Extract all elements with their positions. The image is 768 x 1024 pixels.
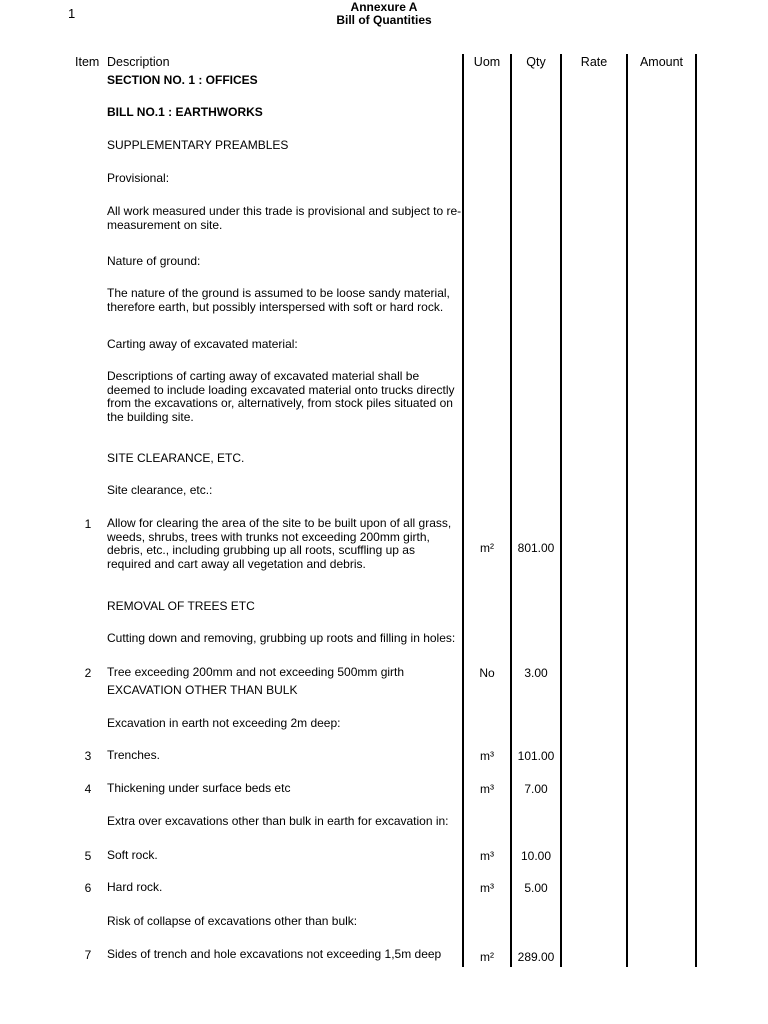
col-header-uom: Uom — [473, 55, 501, 69]
row-item-number: 1 — [84, 517, 92, 531]
document-title: Bill of Quantities — [336, 13, 432, 27]
row-qty: 3.00 — [524, 666, 548, 680]
row-uom: m³ — [480, 782, 494, 796]
annexure-heading: Annexure A — [350, 0, 418, 14]
row-item-number: 7 — [84, 948, 92, 962]
col-header-qty: Qty — [526, 55, 546, 69]
row-description: Trenches. — [107, 749, 160, 762]
row-description: Excavation in earth not exceeding 2m deep: — [107, 717, 341, 730]
row-qty: 801.00 — [517, 541, 555, 555]
row-description: Hard rock. — [107, 881, 163, 894]
row-qty: 7.00 — [524, 782, 548, 796]
row-item-number: 3 — [84, 749, 92, 763]
row-qty: 101.00 — [517, 749, 555, 763]
col-header-rate: Rate — [580, 55, 608, 69]
row-description: Site clearance, etc.: — [107, 484, 213, 497]
row-description: Sides of trench and hole excavations not exceeding 1,5m deep — [107, 948, 442, 961]
row-description: Tree exceeding 200mm and not exceeding 500mm girth — [107, 666, 405, 679]
page-number: 1 — [68, 6, 76, 21]
col-header-description: Description — [107, 55, 170, 69]
column-divider — [462, 54, 464, 967]
column-divider — [626, 54, 628, 967]
row-description: Thickening under surface beds etc — [107, 782, 291, 795]
row-description: SUPPLEMENTARY PREAMBLES — [107, 139, 289, 152]
row-description: Risk of collapse of excavations other than bulk: — [107, 915, 358, 928]
row-qty: 5.00 — [524, 881, 548, 895]
row-uom: m³ — [480, 849, 494, 863]
row-uom: m³ — [480, 881, 494, 895]
row-description: Nature of ground: — [107, 255, 201, 268]
col-header-item: Item — [75, 55, 100, 69]
row-qty: 10.00 — [520, 849, 552, 863]
row-item-number: 5 — [84, 849, 92, 863]
row-description: Soft rock. — [107, 849, 158, 862]
row-description: REMOVAL OF TREES ETC — [107, 600, 255, 613]
column-divider — [560, 54, 562, 967]
column-divider — [510, 54, 512, 967]
row-uom: m² — [480, 541, 494, 555]
row-description: All work measured under this trade is provisional and subject to re-measurement on site. — [107, 205, 462, 232]
row-description: Descriptions of carting away of excavated material shall be deemed to include loading excavated material onto trucks directly from the excavations or, alternatively, from stock piles situated on the building site. — [107, 370, 455, 424]
row-description: Allow for clearing the area of the site to be built upon of all grass, weeds, shrubs, trees with trunks not exceeding 200mm girth, debris, etc., including grubbing up all roots, scuffling up as required and cart away all vegetation and debris. — [107, 517, 452, 571]
row-description: The nature of the ground is assumed to be loose sandy material, therefore earth, but possibly interspersed with soft or hard rock. — [107, 287, 450, 314]
row-uom: No — [479, 666, 495, 680]
row-uom: m² — [480, 950, 494, 964]
row-item-number: 2 — [84, 666, 92, 680]
row-description: Cutting down and removing, grubbing up roots and filling in holes: — [107, 632, 456, 645]
column-divider — [695, 54, 697, 967]
row-item-number: 4 — [84, 782, 92, 796]
col-header-amount: Amount — [639, 55, 684, 69]
row-qty: 289.00 — [517, 950, 555, 964]
row-description: SITE CLEARANCE, ETC. — [107, 452, 245, 465]
row-item-number: 6 — [84, 881, 92, 895]
row-description: EXCAVATION OTHER THAN BULK — [107, 684, 298, 697]
row-uom: m³ — [480, 749, 494, 763]
row-description: Carting away of excavated material: — [107, 338, 298, 351]
row-description: SECTION NO. 1 : OFFICES — [107, 74, 258, 87]
row-description: Extra over excavations other than bulk in earth for excavation in: — [107, 815, 449, 828]
row-description: BILL NO.1 : EARTHWORKS — [107, 106, 263, 119]
row-description: Provisional: — [107, 172, 170, 185]
